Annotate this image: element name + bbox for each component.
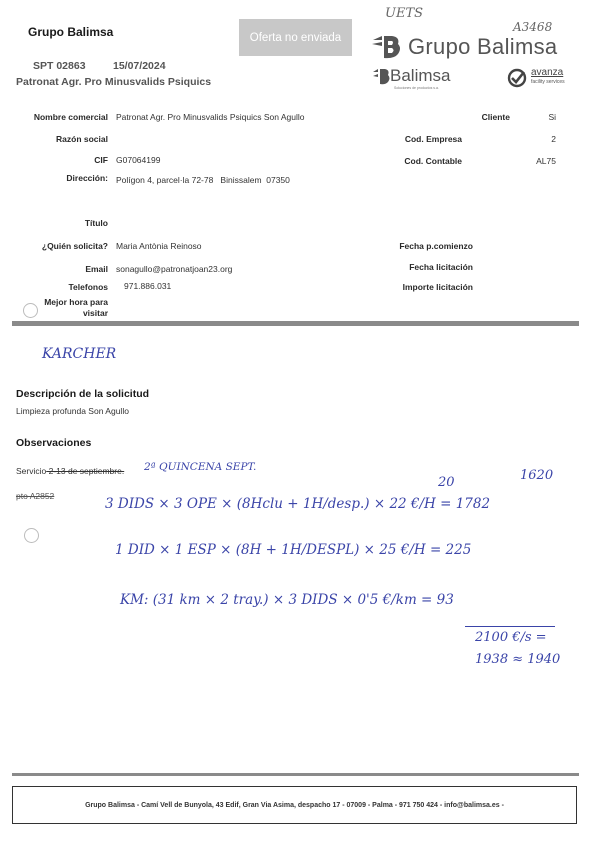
- grupo-balimsa-logo-text: Grupo Balimsa: [408, 34, 558, 59]
- handwritten-note-right: A3468: [513, 20, 553, 34]
- avanza-logo-subtext: facility services: [531, 79, 565, 85]
- avanza-check-icon: [507, 68, 527, 88]
- label-visitar: visitar: [82, 308, 108, 318]
- label-titulo: Título: [84, 218, 108, 228]
- handwritten-note-left: UETS: [385, 6, 424, 21]
- company-name: Grupo Balimsa: [28, 25, 114, 39]
- punch-hole-mark: [24, 528, 39, 543]
- label-cliente: Cliente: [481, 112, 510, 122]
- label-razon-social: Razón social: [56, 134, 108, 144]
- balimsa-logo-text: Balimsa: [390, 66, 451, 85]
- handwritten-calc-line-2: 1 DID × 1 ESP × (8H + 1H/DESPL) × 25 €/H = 225: [115, 542, 472, 558]
- balimsa-small-mark-icon: [372, 68, 392, 86]
- observations-line: [16, 466, 124, 476]
- label-fecha-licitacion: Fecha licitación: [409, 262, 473, 272]
- balimsa-logo-subtext: Soluciones de productos s.a.: [394, 86, 439, 90]
- label-email: Email: [85, 264, 108, 274]
- value-cod-contable: AL75: [536, 156, 556, 166]
- punch-hole-mark: [23, 303, 38, 318]
- label-fecha-comienzo: Fecha p.comienzo: [399, 241, 473, 251]
- observations-struck-dates: 2-13 de septiembre.: [46, 466, 125, 476]
- value-cif: G07064199: [116, 155, 161, 165]
- label-nombre-comercial: Nombre comercial: [33, 112, 108, 122]
- status-badge-label: Oferta no enviada: [249, 31, 342, 44]
- observations-prefix: Servicio: [16, 466, 47, 476]
- label-importe-licitacion: Importe licitación: [402, 282, 473, 292]
- handwritten-total-underline: [465, 626, 555, 627]
- handwritten-calc-line-1: 3 DIDS × 3 OPE × (8Hclu + 1H/desp.) × 22 €/H = 1782: [105, 496, 491, 512]
- section-divider: [12, 321, 579, 326]
- status-badge: [239, 19, 352, 56]
- footer-box: [12, 786, 577, 824]
- balimsa-logo: [372, 66, 482, 92]
- value-nombre-comercial: Patronat Agr. Pro Minusvalids Psiquics Son Agullo: [116, 112, 305, 122]
- label-telefonos: Telefonos: [68, 282, 108, 292]
- avanza-logo: [507, 66, 577, 90]
- offer-date: 15/07/2024: [113, 60, 166, 72]
- value-direccion: Polígon 4, parcel·la 72-78 Binissalem 07350: [116, 175, 290, 185]
- label-cod-empresa: Cod. Empresa: [404, 134, 462, 144]
- balimsa-mark-icon: [370, 34, 404, 60]
- observations-title: Observaciones: [16, 437, 92, 449]
- handwritten-top-1620: 1620: [520, 468, 554, 483]
- handwritten-total-line-2: 1938 ≈ 1940: [475, 652, 561, 667]
- client-title: Patronat Agr. Pro Minusvalids Psiquics: [16, 76, 212, 88]
- label-direccion: Dirección:: [66, 173, 108, 183]
- observations-struck-ref: pto A2852: [16, 491, 55, 501]
- grupo-balimsa-logo: [370, 32, 575, 62]
- handwritten-top-20: 20: [438, 475, 455, 490]
- footer-text: Grupo Balimsa - Camí Vell de Bunyola, 43 Edif, Gran Via Asima, despacho 17 - 07009 - Palma - 971 750 424 - info@balimsa.es -: [85, 801, 504, 809]
- handwritten-second-fortnight: 2ª QUINCENA SEPT.: [144, 461, 257, 473]
- footer-divider: [12, 773, 579, 776]
- label-quien-solicita: ¿Quién solicita?: [41, 241, 108, 251]
- description-title: Descripción de la solicitud: [16, 388, 150, 400]
- offer-ref: SPT 02863: [33, 60, 86, 72]
- handwritten-total-line-1: 2100 €/s =: [475, 630, 547, 645]
- avanza-logo-text: avanza: [531, 67, 564, 78]
- value-cliente: Si: [548, 112, 556, 122]
- description-text: Limpieza profunda Son Agullo: [16, 406, 129, 416]
- handwritten-calc-line-3: KM: (31 km × 2 tray.) × 3 DIDS × 0'5 €/km = 93: [120, 592, 454, 608]
- value-email: sonagullo@patronatjoan23.org: [116, 264, 233, 274]
- value-quien-solicita: Maria Antònia Reinoso: [116, 241, 202, 251]
- label-mejor-hora: Mejor hora para: [44, 297, 108, 307]
- handwritten-karcher: KARCHER: [42, 346, 117, 362]
- label-cod-contable: Cod. Contable: [404, 156, 462, 166]
- value-telefonos: 971.886.031: [124, 281, 172, 291]
- label-cif: CIF: [94, 155, 108, 165]
- value-cod-empresa: 2: [551, 134, 556, 144]
